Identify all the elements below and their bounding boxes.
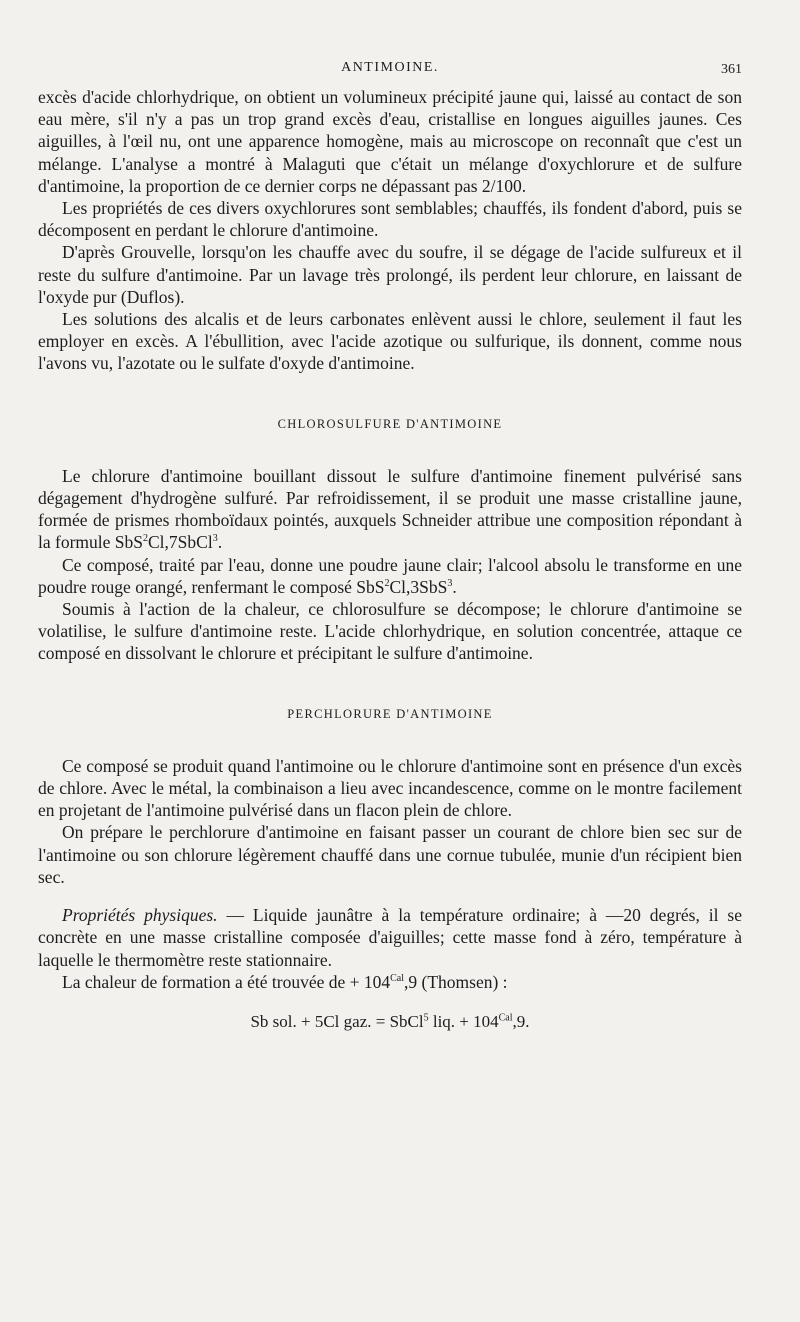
subsection-label: Propriétés physiques. <box>62 905 218 926</box>
equation-mid: liq. + 104 <box>428 1011 499 1031</box>
paragraph <box>38 554 742 598</box>
paragraph: Ce composé se produit quand l'antimoine ou le chlorure d'antimoine sont en présence d'un excès de chlore. Avec le métal, la combinaison a lieu avec incandescence, comme on le montre facilement en projetant de l'antimoine pulvérisé dans un flacon plein de chlore. <box>38 755 742 821</box>
paragraph-text: La chaleur de formation a été trouvée de + 104 <box>62 971 391 992</box>
section-heading: CHLOROSULFURE D'ANTIMOINE <box>277 416 503 431</box>
paragraph: Soumis à l'action de la chaleur, ce chlorosulfure se décompose; le chlorure d'antimoine se volatilise, le sulfure d'antimoine reste. L'acide chlorhydrique, en solution concentrée, attaque ce composé en dissolvant le chlorure et précipitant le sulfure d'antimoine. <box>38 599 742 664</box>
paragraph: On prépare le perchlorure d'antimoine en faisant passer un courant de chlore bien sec sur de l'antimoine ou son chlorure légèrement chauffé dans une cornue tubulée, munie d'un récipient bien sec. <box>38 822 742 887</box>
superscript: Cal <box>498 1012 513 1024</box>
paragraph-text: Le chlorure d'antimoine bouillant dissout le sulfure d'antimoine finement pulvérisé sans dégagement d'hydrogène sulfuré. Par refroidissement, il se produit une masse cristalline jaune, formée de prismes rhomboïdaux pointés, auxquels Schneider attribue une composition répondant à la formule SbS <box>38 465 742 553</box>
superscript: 5 <box>423 1012 429 1024</box>
formula-part: Cl,7SbCl <box>148 532 213 553</box>
equation <box>38 1011 742 1033</box>
body-text <box>38 86 742 1033</box>
formula-end: . <box>217 532 223 553</box>
superscript: 2 <box>143 533 148 545</box>
paragraph <box>38 971 742 993</box>
superscript: 3 <box>212 533 218 545</box>
superscript: 3 <box>447 578 453 590</box>
paragraph: excès d'acide chlorhydrique, on obtient un volumineux précipité jaune qui, laissé au contact de son eau mère, s'il n'y a pas un trop grand excès d'eau, cristallise en longues aiguilles jaunes. Ces aiguilles, à l'œil nu, ont une apparence homogène, mais au microscope on reconnaît que c'est un mélange. L'analyse a montré à Malaguti que c'était un mélange d'oxychlorure et de sulfure d'antimoine, la proportion de ce dernier corps ne dépassant pas 2/100. <box>38 87 742 196</box>
paragraph-text: — Liquide jaunâtre à la température ordinaire; à —20 degrés, il se concrète en une masse cristalline composée d'aiguilles; cette masse fond à zéro, température à laquelle le thermomètre reste stationnaire. <box>38 905 742 970</box>
paragraph <box>38 465 742 554</box>
superscript: 2 <box>384 578 390 590</box>
paragraph <box>38 904 742 971</box>
running-head <box>38 60 742 84</box>
section-heading: PERCHLORURE D'ANTIMOINE <box>287 706 493 721</box>
superscript: Cal <box>390 972 405 984</box>
equation-end: ,9. <box>512 1011 530 1031</box>
paragraph: Les solutions des alcalis et de leurs carbonates enlèvent aussi le chlore, seulement il faut les employer en excès. A l'ébullition, avec l'acide azotique ou sulfurique, ils donnent, comme nous l'avons vu, l'azotate ou le sulfate d'oxyde d'antimoine. <box>38 309 742 374</box>
formula-end: . <box>452 576 457 597</box>
formula-part: Cl,3SbS <box>389 576 448 597</box>
running-title: ANTIMOINE. <box>341 60 439 75</box>
paragraph: D'après Grouvelle, lorsqu'on les chauffe avec du soufre, il se dégage de l'acide sulfureux et il reste du sulfure d'antimoine. Par un lavage très prolongé, ils perdent leur chlorure, en laissant de l'oxyde pur (Duflos). <box>38 242 742 307</box>
paragraph: Les propriétés de ces divers oxychlorures sont semblables; chauffés, ils fondent d'abord, puis se décomposent en perdant le chlorure d'antimoine. <box>38 198 742 241</box>
paragraph-text: Ce composé, traité par l'eau, donne une poudre jaune clair; l'alcool absolu le transforme en une poudre rouge orangé, renfermant le composé SbS <box>38 554 742 597</box>
equation-left: Sb sol. + 5Cl gaz. = SbCl <box>250 1011 424 1031</box>
page-number: 361 <box>721 62 742 77</box>
paragraph-end: ,9 (Thomsen) : <box>404 971 508 992</box>
